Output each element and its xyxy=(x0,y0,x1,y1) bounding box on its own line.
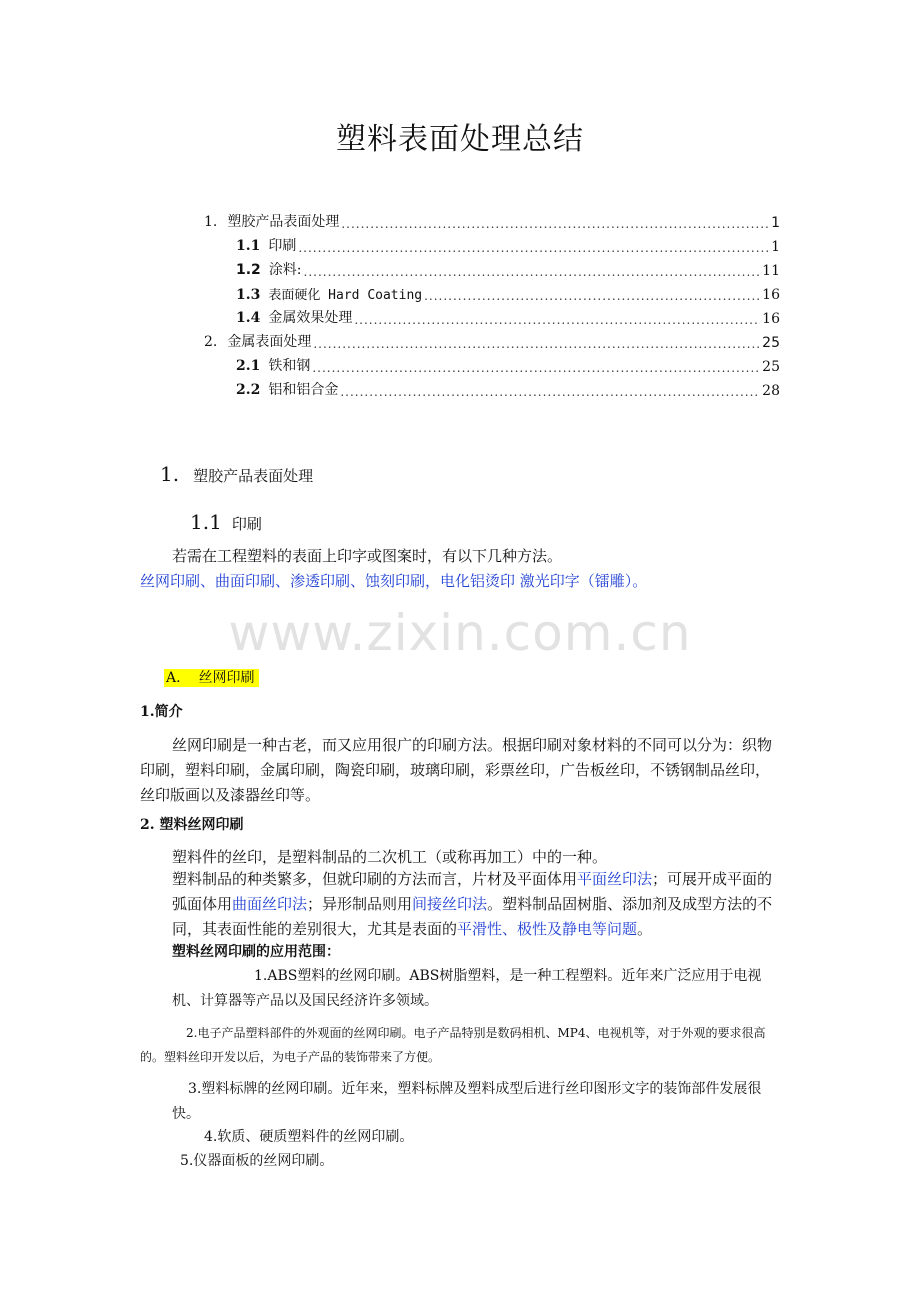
text-segment: 。 xyxy=(637,920,653,938)
toc-number: 1.2 xyxy=(236,262,261,278)
table-of-contents xyxy=(0,0,920,420)
toc-number: 2.2 xyxy=(236,382,261,398)
intro-heading: 1.简介 xyxy=(140,704,183,720)
section-title: 塑胶产品表面处理 xyxy=(193,467,314,485)
toc-page: 25 xyxy=(762,335,780,351)
toc-leader xyxy=(312,361,760,375)
plastic-paragraph-2 xyxy=(172,867,782,942)
toc-leader xyxy=(304,265,761,279)
toc-label: 金属表面处理 xyxy=(227,334,312,350)
document-title: 塑料表面处理总结 xyxy=(336,122,584,157)
watermark: www.zixin.com.cn xyxy=(228,604,692,662)
toc-label: 表面硬化 Hard Coating xyxy=(268,288,423,303)
toc-entry[interactable] xyxy=(204,211,780,231)
toc-page: 16 xyxy=(762,287,780,303)
toc-label: 涂料: xyxy=(268,262,302,278)
toc-number: 1.4 xyxy=(236,310,261,326)
toc-entry[interactable] xyxy=(236,259,780,279)
highlight-term: 曲面丝印法 xyxy=(232,895,308,913)
toc-leader xyxy=(424,289,760,303)
text-segment: ；异形制品则用 xyxy=(307,895,413,913)
intro-text: 丝网印刷是一种古老，而又应用很广的印刷方法。根据印刷对象材料的不同可以分为：织物印刷，塑料印刷，金属印刷，陶瓷印刷，玻璃印刷，彩票丝印，广告板丝印，不锈钢制品丝印，丝印版画以及漆器丝印等。 xyxy=(140,736,773,804)
scope-item: 3.塑料标牌的丝网印刷。近年来，塑料标牌及塑料成型后进行丝印图形文字的装饰部件发展很快。 xyxy=(172,1081,762,1122)
text-segment: 塑料制品的种类繁多，但就印刷的方法而言，片材及平面体用 xyxy=(172,870,578,888)
subsection-title: 印刷 xyxy=(231,515,262,533)
toc-label: 金属效果处理 xyxy=(268,310,353,326)
toc-page: 25 xyxy=(762,359,780,375)
methods-list: 丝网印刷、曲面印刷、渗透印刷、蚀刻印刷，电化铝烫印 激光印字（镭雕）。 xyxy=(140,572,648,590)
scope-item: 2.电子产品塑料部件的外观面的丝网印刷。电子产品特别是数码相机、MP4、电视机等，对于外观的要求很高的。塑料丝印开发以后，为电子产品的装饰带来了方便。 xyxy=(140,1026,766,1064)
toc-entry[interactable] xyxy=(204,331,780,351)
plastic-printing-heading: 2. 塑料丝网印刷 xyxy=(140,817,244,833)
subsection-number: 1.1 xyxy=(190,510,222,534)
toc-leader xyxy=(340,385,760,399)
toc-entry[interactable] xyxy=(236,355,780,375)
scope-item: 1.ABS塑料的丝网印刷。ABS树脂塑料，是一种工程塑料。近年来广泛应用于电视机、计算器等产品以及国民经济许多领域。 xyxy=(172,968,762,1009)
toc-page: 1 xyxy=(771,215,780,231)
toc-label: 印刷 xyxy=(268,238,297,254)
section-heading xyxy=(160,462,313,486)
plastic-paragraph-1: 塑料件的丝印，是塑料制品的二次机工（或称再加工）中的一种。 xyxy=(172,848,608,866)
toc-number: 1. xyxy=(204,214,218,230)
toc-number: 1.3 xyxy=(236,287,261,303)
toc-number: 2.1 xyxy=(236,358,261,374)
toc-entry[interactable] xyxy=(236,307,780,327)
toc-page: 11 xyxy=(762,263,780,279)
toc-leader xyxy=(313,337,760,351)
toc-entry[interactable] xyxy=(236,283,780,303)
toc-label: 铝和铝合金 xyxy=(268,382,339,398)
section-number: 1. xyxy=(160,462,180,486)
toc-leader xyxy=(354,313,760,327)
subsection-letter: A. xyxy=(166,670,181,686)
toc-page: 1 xyxy=(771,239,780,255)
subsection-heading xyxy=(190,510,262,534)
toc-leader xyxy=(298,241,769,255)
highlight-term: 平面丝印法 xyxy=(577,870,653,888)
toc-leader xyxy=(341,217,769,231)
scope-item: 4.软质、硬质塑料件的丝网印刷。 xyxy=(204,1129,414,1145)
subsection-a-heading xyxy=(164,666,259,691)
toc-page: 28 xyxy=(762,383,780,399)
toc-number: 2. xyxy=(204,334,218,350)
highlight-term: 平滑性、极性及静电等问题 xyxy=(457,920,638,938)
text-segment: 。塑料制品固树脂、添加剂及成型方法的不同，其表面性能的差别很大，尤其是表面的 xyxy=(172,895,773,938)
subsection-a-title: 丝网印刷 xyxy=(198,670,255,686)
text-segment: ；可展开成平面的弧面体用 xyxy=(172,870,773,913)
toc-number: 1.1 xyxy=(236,238,261,254)
intro-paragraph: 若需在工程塑料的表面上印字或图案时，有以下几种方法。 xyxy=(172,547,563,565)
toc-label: 塑胶产品表面处理 xyxy=(227,214,340,230)
toc-label: 铁和钢 xyxy=(268,358,311,374)
toc-entry[interactable] xyxy=(236,235,780,255)
scope-item: 5.仪器面板的丝网印刷。 xyxy=(180,1153,334,1169)
toc-entry[interactable] xyxy=(236,379,780,399)
toc-page: 16 xyxy=(762,311,780,327)
highlight-term: 间接丝印法 xyxy=(412,895,488,913)
scope-heading: 塑料丝网印刷的应用范围： xyxy=(172,944,340,960)
